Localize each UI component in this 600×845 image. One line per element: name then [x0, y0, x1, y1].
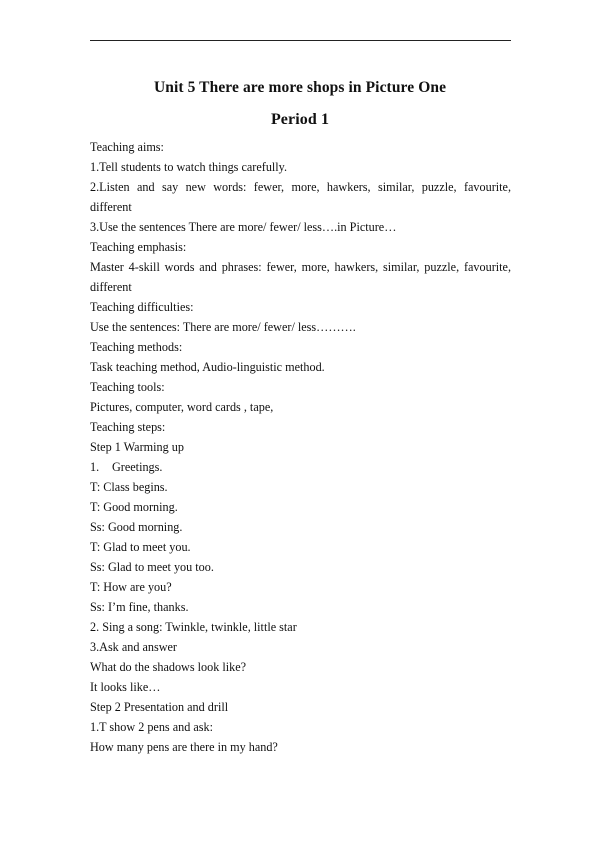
item-text: Greetings.: [112, 460, 163, 474]
text-line: different: [90, 280, 132, 294]
text-line: 3.Ask and answer: [90, 640, 177, 654]
text-line: Ss: Good morning.: [90, 520, 183, 534]
text-line: 2. Sing a song: Twinkle, twinkle, little star: [90, 620, 297, 634]
document-subtitle: Period 1: [270, 111, 330, 128]
text-line: Ss: Glad to meet you too.: [90, 560, 214, 574]
text-line: Pictures, computer, word cards , tape,: [90, 400, 274, 414]
text-line: How many pens are there in my hand?: [90, 740, 278, 754]
text-line: It looks like…: [90, 680, 161, 694]
text-line: Teaching steps:: [90, 420, 166, 434]
document-title: Unit 5 There are more shops in Picture One: [153, 79, 447, 96]
text-line: T: Class begins.: [90, 480, 168, 494]
text-line: Teaching aims:: [90, 140, 164, 154]
text-line: Teaching methods:: [90, 340, 183, 354]
text-line: Step 1 Warming up: [90, 440, 184, 454]
text-line: Step 2 Presentation and drill: [90, 700, 229, 714]
text-line: Teaching difficulties:: [90, 300, 194, 314]
text-line: different: [90, 200, 132, 214]
numbered-item: [90, 457, 511, 477]
document-body: [90, 137, 511, 757]
text-line: Use the sentences: There are more/ fewer/ less……….: [90, 320, 356, 334]
text-line: Teaching emphasis:: [90, 240, 187, 254]
text-line: 2.Listen and say new words: fewer, more, hawkers, similar, puzzle, favourite,: [90, 180, 511, 194]
text-line: What do the shadows look like?: [90, 660, 247, 674]
text-line: Master 4-skill words and phrases: fewer, more, hawkers, similar, puzzle, favourite,: [90, 260, 511, 274]
text-line: T: Glad to meet you.: [90, 540, 191, 554]
text-line: Ss: I’m fine, thanks.: [90, 600, 189, 614]
text-line: 1.T show 2 pens and ask:: [90, 720, 213, 734]
text-line: Teaching tools:: [90, 380, 165, 394]
text-line: Task teaching method, Audio-linguistic method.: [90, 360, 325, 374]
header-rule: [90, 40, 511, 41]
text-line: T: How are you?: [90, 580, 172, 594]
text-line: 1.Tell students to watch things carefully.: [90, 160, 288, 174]
text-line: 3.Use the sentences There are more/ fewer/ less….in Picture…: [90, 220, 397, 234]
text-line: T: Good morning.: [90, 500, 178, 514]
item-number: 1.: [90, 460, 100, 474]
